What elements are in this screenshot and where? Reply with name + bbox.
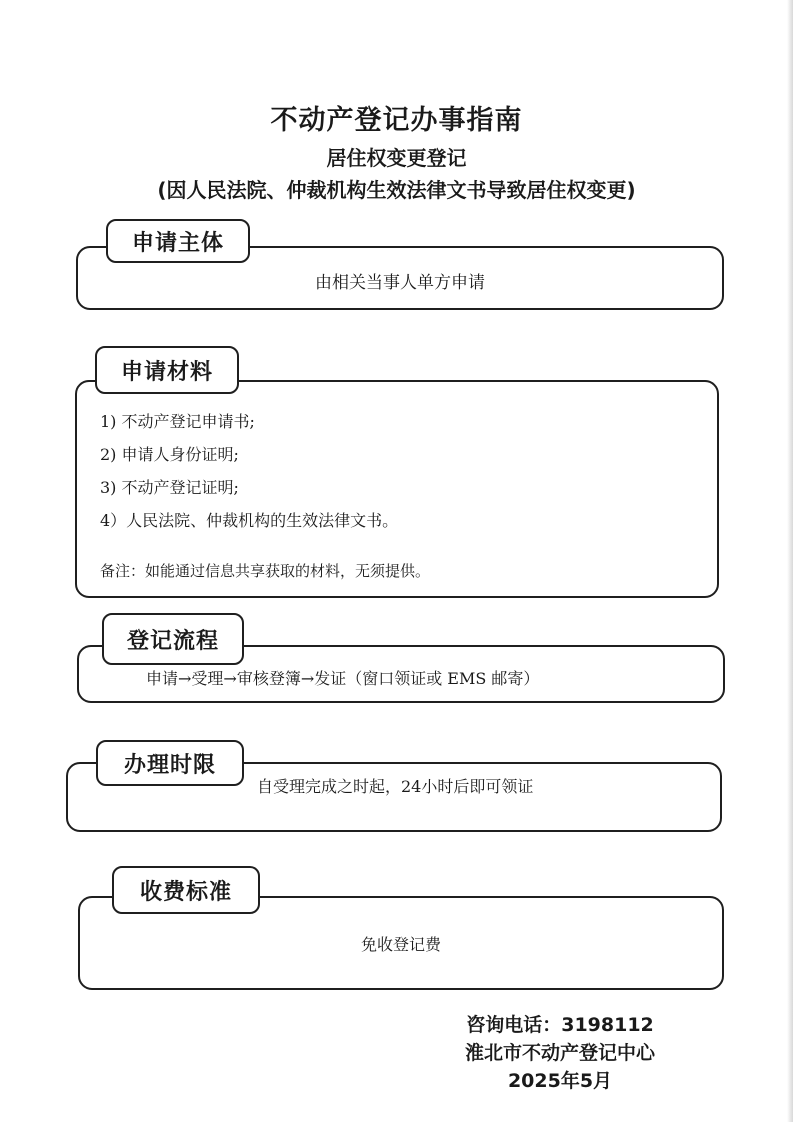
footer-organization: 淮北市不动产登记中心 xyxy=(464,1042,655,1064)
fees-section-content: 免收登记费 xyxy=(360,935,441,954)
page-title: 不动产登记办事指南 xyxy=(270,105,523,136)
materials-list-item: 4）人民法院、仲裁机构的生效法律文书。 xyxy=(100,511,399,530)
applicant-section-content: 由相关当事人单方申请 xyxy=(315,273,485,293)
materials-list xyxy=(100,405,398,537)
time-limit-section-label: 办理时限 xyxy=(96,740,244,786)
applicant-section-label: 申请主体 xyxy=(106,219,250,263)
footer-date: 2025年5月 xyxy=(507,1070,613,1092)
time-limit-section-content: 自受理完成之时起，24小时后即可领证 xyxy=(257,777,534,796)
process-section-label: 登记流程 xyxy=(102,613,244,665)
page-subtitle: 居住权变更登记 xyxy=(326,146,467,170)
materials-list-item: 3) 不动产登记证明; xyxy=(100,478,239,497)
materials-list-item: 1) 不动产登记申请书; xyxy=(100,412,255,431)
materials-note: 备注：如能通过信息共享获取的材料，无须提供。 xyxy=(100,562,431,580)
fees-section-label: 收费标准 xyxy=(112,866,260,914)
materials-list-item: 2) 申请人身份证明; xyxy=(100,445,239,464)
materials-section-label: 申请材料 xyxy=(95,346,239,394)
footer-phone: 咨询电话：3198112 xyxy=(466,1014,654,1036)
page-subtitle-detail: (因人民法院、仲裁机构生效法律文书导致居住权变更) xyxy=(157,178,636,202)
process-section-content: 申请→受理→审核登簿→发证（窗口领证或 EMS 邮寄） xyxy=(146,669,540,688)
